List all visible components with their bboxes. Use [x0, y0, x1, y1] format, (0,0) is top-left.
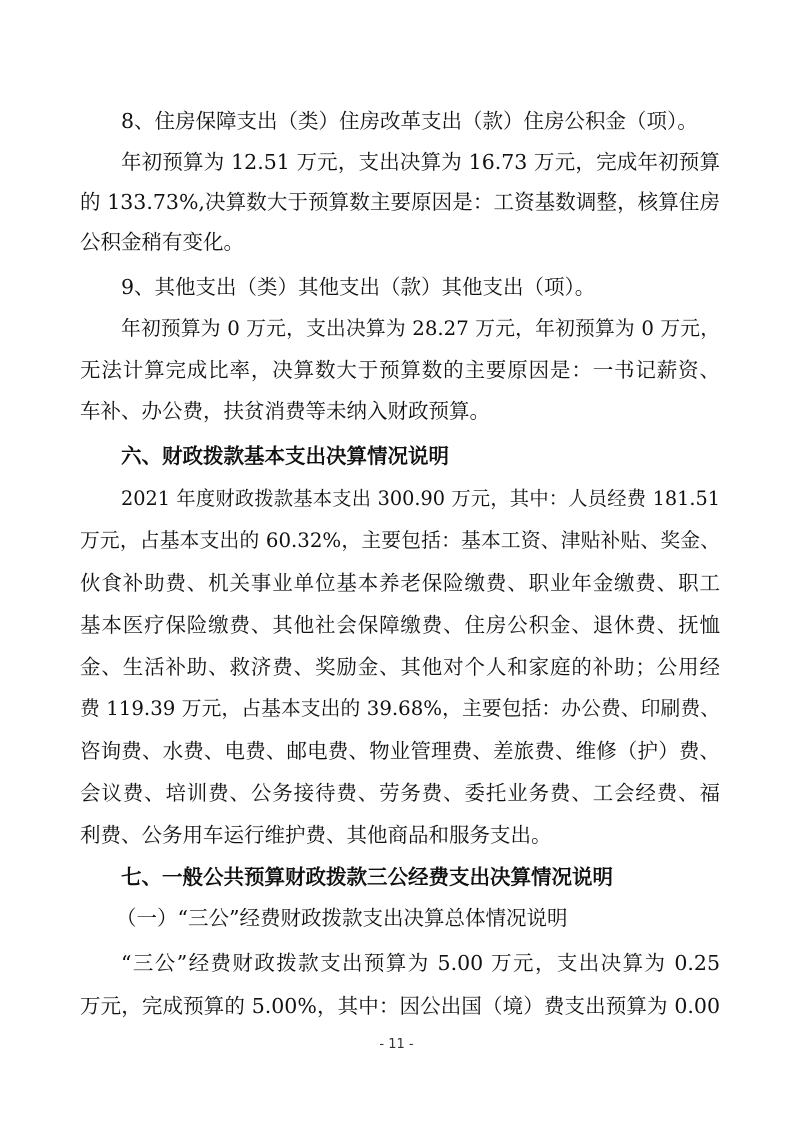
section-heading-6: 六、财政拨款基本支出决算情况说明 [121, 444, 449, 468]
paragraph-line: 万元，完成预算的 5.00%，其中：因公出国（境）费支出预算为 0.00 [80, 994, 720, 1018]
paragraph-line: 基本医疗保险缴费、其他社会保障缴费、住房公积金、退休费、抚恤 [80, 613, 720, 637]
paragraph-line: 伙食补助费、机关事业单位基本养老保险缴费、职业年金缴费、职工 [80, 571, 720, 595]
paragraph-line: 公积金稍有变化。 [80, 230, 244, 254]
paragraph-line: “三公”经费财政拨款支出预算为 5.00 万元，支出决算为 0.25 [121, 951, 720, 975]
paragraph-line: 无法计算完成比率，决算数大于预算数的主要原因是：一书记薪资、 [80, 358, 720, 382]
section-heading-7: 七、一般公共预算财政拨款三公经费支出决算情况说明 [121, 865, 613, 889]
paragraph-line: 年初预算为 0 万元，支出决算为 28.27 万元，年初预算为 0 万元， [121, 317, 720, 340]
paragraph-line: 的 133.73%,决算数大于预算数主要原因是：工资基数调整，核算住房 [80, 190, 720, 214]
paragraph-line: 咨询费、水费、电费、邮电费、物业管理费、差旅费、维修（护）费、 [80, 739, 720, 763]
paragraph-line: 车补、办公费，扶贫消费等未纳入财政预算。 [80, 399, 490, 423]
paragraph-line: 万元，占基本支出的 60.32%，主要包括：基本工资、津贴补贴、奖金、 [80, 529, 720, 552]
paragraph-line: 年初预算为 12.51 万元，支出决算为 16.73 万元，完成年初预算 [121, 150, 720, 174]
paragraph-line: 利费、公务用车运行维护费、其他商品和服务支出。 [80, 823, 552, 847]
paragraph-item-9-title: 9、其他支出（类）其他支出（款）其他支出（项）。 [121, 275, 596, 299]
paragraph-line: 金、生活补助、救济费、奖励金、其他对个人和家庭的补助；公用经 [80, 655, 720, 679]
paragraph-item-8-title: 8、住房保障支出（类）住房改革支出（款）住房公积金（项）。 [121, 109, 698, 133]
paragraph-line: 2021 年度财政拨款基本支出 300.90 万元，其中：人员经费 181.51 [121, 487, 720, 510]
paragraph-line: 费 119.39 万元，占基本支出的 39.68%，主要包括：办公费、印刷费、 [80, 697, 720, 720]
paragraph-line: 会议费、培训费、公务接待费、劳务费、委托业务费、工会经费、福 [80, 781, 720, 805]
page-number: - 11 - [379, 1037, 414, 1052]
subsection-heading: （一）“三公”经费财政拨款支出决算总体情况说明 [116, 906, 568, 930]
